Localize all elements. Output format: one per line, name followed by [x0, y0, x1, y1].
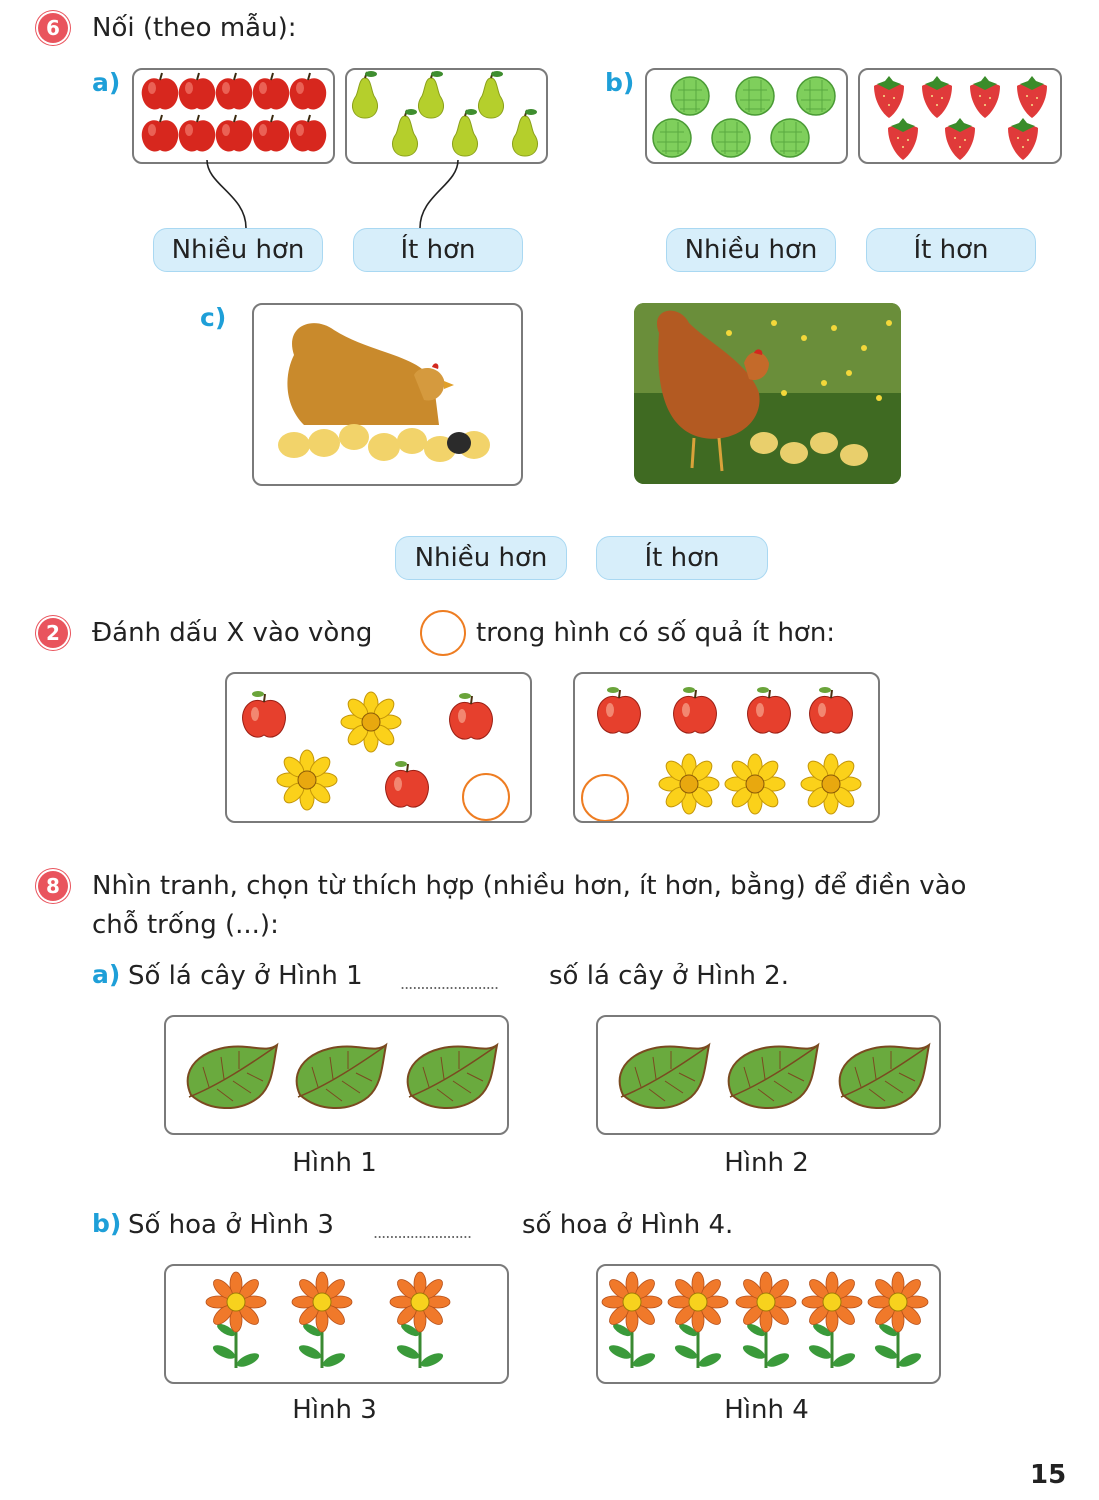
sentence-b-after: số hoa ở Hình 4.: [522, 1210, 734, 1240]
hen-illustration: [254, 305, 521, 484]
question-number-badge: 8: [38, 871, 68, 901]
answer-circle-box-2[interactable]: [581, 774, 629, 822]
answer-circle-icon: [420, 610, 466, 656]
part-c-label: c): [200, 303, 227, 332]
figure-1-caption: Hình 1: [292, 1148, 377, 1178]
part-a-label: a): [92, 960, 121, 989]
page-number: 15: [1030, 1460, 1067, 1490]
sentence-a-after: số lá cây ở Hình 2.: [549, 961, 789, 991]
figure-4-box: [596, 1264, 941, 1384]
question-line-2: chỗ trống (...):: [92, 910, 279, 940]
figure-1-box: [164, 1015, 509, 1135]
answer-circle-box-1[interactable]: [462, 773, 510, 821]
sentence-a-before: Số lá cây ở Hình 1: [128, 961, 363, 991]
flower-icons: [166, 1266, 507, 1382]
question-text-before: Đánh dấu X vào vòng: [92, 618, 373, 648]
pill-less-b[interactable]: Ít hơn: [866, 228, 1036, 272]
part-b-label: b): [605, 68, 635, 97]
pill-more-c[interactable]: Nhiều hơn: [395, 536, 567, 580]
question-number-badge: 6: [38, 13, 68, 43]
blank-b[interactable]: ........................: [373, 1223, 472, 1242]
question-line-1: Nhìn tranh, chọn từ thích hợp (nhiều hơn, ít hơn, bằng) để điền vào: [92, 871, 967, 901]
hen-chicks-photo-1: [252, 303, 523, 486]
pill-less-c[interactable]: Ít hơn: [596, 536, 768, 580]
question-title: Nối (theo mẫu):: [92, 13, 297, 43]
fruit-box-2: [573, 672, 880, 823]
sentence-b-before: Số hoa ở Hình 3: [128, 1210, 334, 1240]
part-a-label: a): [92, 68, 121, 97]
blank-a[interactable]: ........................: [400, 974, 499, 993]
figure-3-caption: Hình 3: [292, 1395, 377, 1425]
hen-chicks-photo-2: [634, 303, 901, 484]
figure-4-caption: Hình 4: [724, 1395, 809, 1425]
part-b-label: b): [92, 1209, 122, 1238]
question-text-after: trong hình có số quả ít hơn:: [476, 618, 836, 648]
flower-icons: [598, 1266, 939, 1382]
leaf-icons: [598, 1017, 939, 1133]
figure-2-caption: Hình 2: [724, 1148, 809, 1178]
hen-grass-illustration: [634, 303, 901, 484]
question-number-badge: 2: [38, 618, 68, 648]
pill-more-b[interactable]: Nhiều hơn: [666, 228, 836, 272]
fruit-box-1: [225, 672, 532, 823]
pill-less-a[interactable]: Ít hơn: [353, 228, 523, 272]
figure-2-box: [596, 1015, 941, 1135]
figure-3-box: [164, 1264, 509, 1384]
pill-more-a[interactable]: Nhiều hơn: [153, 228, 323, 272]
leaf-icons: [166, 1017, 507, 1133]
example-connector-lines: [0, 0, 1099, 260]
